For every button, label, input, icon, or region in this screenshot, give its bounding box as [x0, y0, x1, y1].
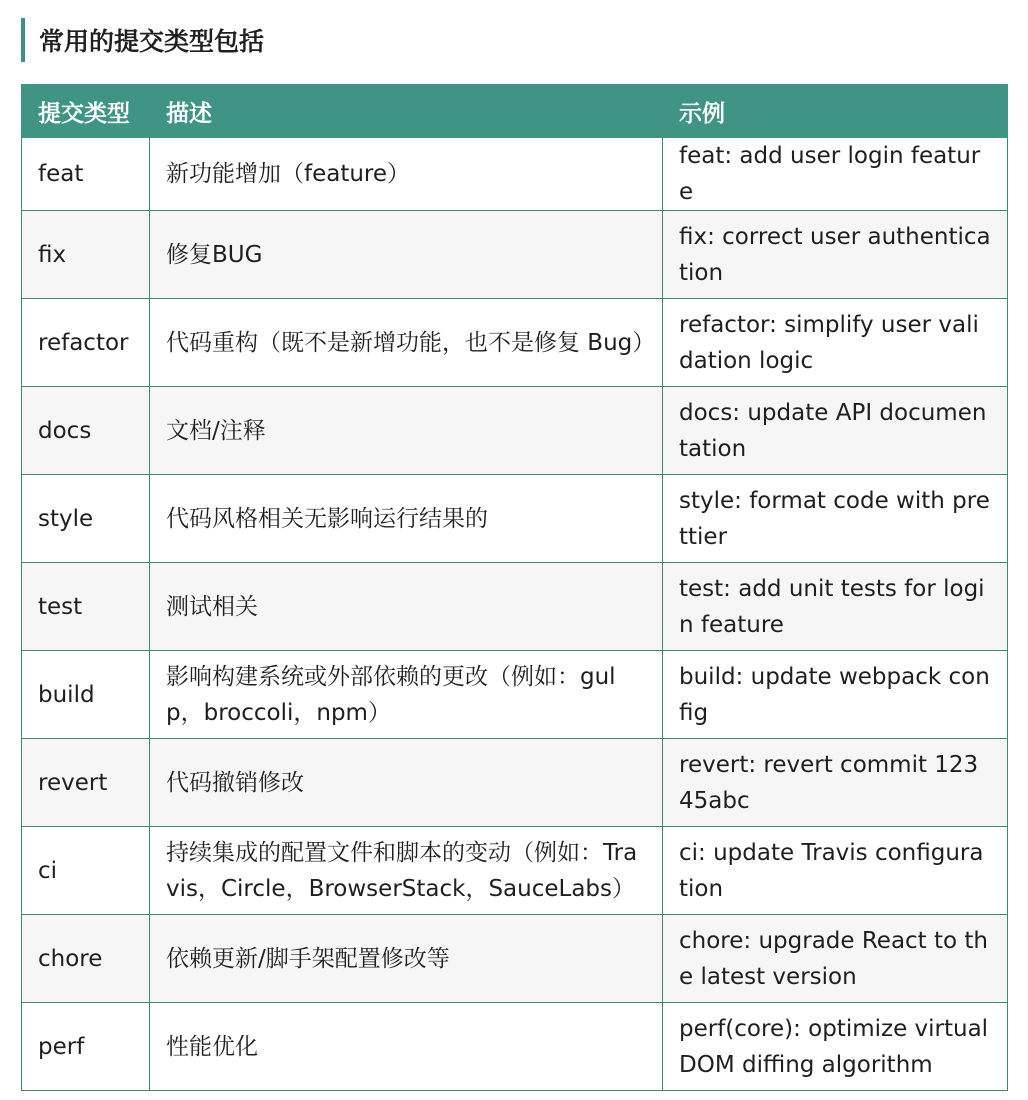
- cell-description: 修复BUG: [150, 211, 663, 299]
- cell-type: refactor: [22, 299, 150, 387]
- table-header-row: [22, 85, 1008, 138]
- cell-example: docs: update API documentation: [663, 387, 1008, 475]
- section-heading: [21, 18, 264, 62]
- cell-description: 测试相关: [150, 563, 663, 651]
- cell-description: 代码撤销修改: [150, 739, 663, 827]
- cell-example: ci: update Travis configuration: [663, 827, 1008, 915]
- cell-description: 影响构建系统或外部依赖的更改（例如：gulp，broccoli，npm）: [150, 651, 663, 739]
- cell-type: perf: [22, 1003, 150, 1091]
- cell-type: docs: [22, 387, 150, 475]
- cell-type: chore: [22, 915, 150, 1003]
- header-example: 示例: [663, 85, 1008, 138]
- table-row: [22, 1003, 1008, 1091]
- cell-description: 依赖更新/脚手架配置修改等: [150, 915, 663, 1003]
- cell-description: 代码重构（既不是新增功能，也不是修复 Bug）: [150, 299, 663, 387]
- table-row: [22, 211, 1008, 299]
- table-row: [22, 299, 1008, 387]
- table-row: [22, 827, 1008, 915]
- cell-type: fix: [22, 211, 150, 299]
- cell-description: 新功能增加（feature）: [150, 138, 663, 211]
- table-row: [22, 475, 1008, 563]
- cell-type: ci: [22, 827, 150, 915]
- cell-type: build: [22, 651, 150, 739]
- cell-type: test: [22, 563, 150, 651]
- cell-type: revert: [22, 739, 150, 827]
- header-type: 提交类型: [22, 85, 150, 138]
- section-heading-text: 常用的提交类型包括: [39, 27, 265, 56]
- cell-type: style: [22, 475, 150, 563]
- commit-types-table: [21, 84, 1008, 1091]
- cell-example: test: add unit tests for login feature: [663, 563, 1008, 651]
- cell-example: refactor: simplify user validation logic: [663, 299, 1008, 387]
- cell-example: fix: correct user authentication: [663, 211, 1008, 299]
- cell-example: revert: revert commit 12345abc: [663, 739, 1008, 827]
- cell-type: feat: [22, 138, 150, 211]
- cell-description: 文档/注释: [150, 387, 663, 475]
- cell-description: 持续集成的配置文件和脚本的变动（例如：Travis，Circle，BrowserStack，SauceLabs）: [150, 827, 663, 915]
- table-row: [22, 739, 1008, 827]
- cell-example: style: format code with prettier: [663, 475, 1008, 563]
- table-row: [22, 651, 1008, 739]
- cell-example: chore: upgrade React to the latest version: [663, 915, 1008, 1003]
- cell-example: build: update webpack config: [663, 651, 1008, 739]
- table-row: [22, 915, 1008, 1003]
- table-row: [22, 563, 1008, 651]
- cell-example: perf(core): optimize virtual DOM diffing algorithm: [663, 1003, 1008, 1091]
- cell-description: 代码风格相关无影响运行结果的: [150, 475, 663, 563]
- table-row: [22, 138, 1008, 211]
- cell-description: 性能优化: [150, 1003, 663, 1091]
- cell-example: feat: add user login feature: [663, 138, 1008, 211]
- header-description: 描述: [150, 85, 663, 138]
- table-row: [22, 387, 1008, 475]
